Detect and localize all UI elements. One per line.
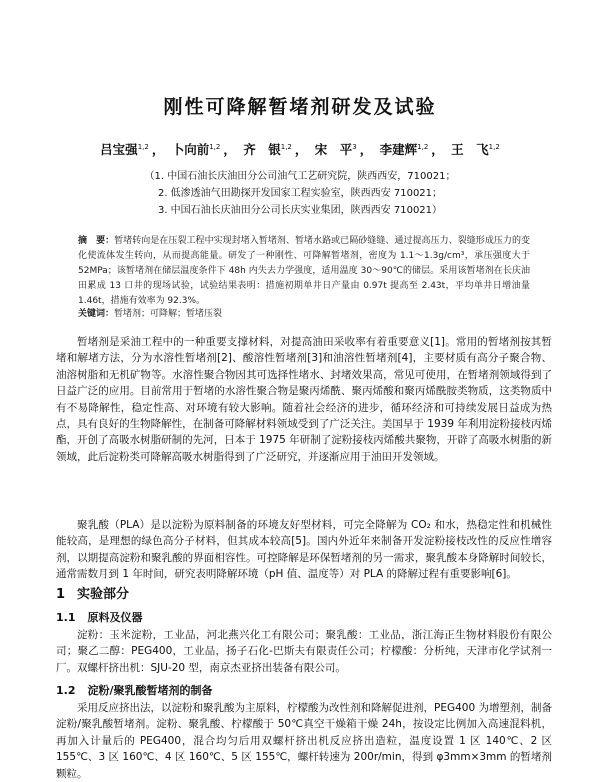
body-paragraph: 暂堵剂是采油工程中的一种重要支撑材料，对提高油田采收率有着重要意义[1]。常用的暂堵剂按其暂堵和解堵方法，分为水溶性暂堵剂[2]、酸溶性暂堵剂[3]和油溶性暂堵剂[4]，主要材质有高分子聚合物、油溶树脂和无机矿物等。水溶性聚合物因其可选择性堵水、封堵效果高，常见可使用，在暂堵剂领域得到了日益广泛的应用。目前常用于暂堵的水溶性聚合物是聚丙烯酰、聚丙烯酸和聚丙烯酰胺类物质，这类物质中有不易降解性，稳定性高、对环境有较大影响。随着社会经济的进步，循环经济和可持续发展日益成为热点，具有良好的生物降解性，在制备可降解材料领域受到了广泛关注。美国早于 1939 年利用淀粉接枝丙烯酯，开创了高吸水树脂研制的先河，日本于 1975 年研制了淀粉接枝丙烯酸共聚物，开辟了高吸水树脂的新领域，此后淀粉类可降解高吸水树脂得到了广泛研究，并逐渐应用于油田开发领域。 xyxy=(56,336,552,463)
abstract-text: 暂堵转向是在压裂工程中实现封堵入暂堵剂、暂堵水路或已隔砂缝缝、通过提高压力、裂缝形成压力的变化使流体发生转向，从而提高能量。研发了一种刚性、可降解暂堵剂，密度为 1.1～1.3g/cm³，承压强度大于 52MPa；该暂堵剂在储层温度条件下 48h 内失去力学强度，适用温度 30～90℃的储层。采用该暂堵剂在长庆油田累成 13 口井的现场试验，试验结果表明：措施初期单井日产量由 0.97t 提高至 2.43t，平均单井日增油量 1.46t，措施有效率为 92.3%。 xyxy=(78,236,530,306)
subsection-heading: 1.1 原料及仪器 xyxy=(56,611,143,624)
keywords-text: 暂堵剂；可降解；暂堵压裂 xyxy=(114,309,223,319)
affiliation: 2. 低渗透油气田勘探开发国家工程实验室，陕西西安 710021； xyxy=(157,188,443,199)
author-list: 吕宝强$^{1,2}$ ， 卜向前$^{1,2}$ ， 齐 银$^{1,2}$ ， 宋 平$^3$ ， 李建辉$^{1,2}$ ， 王 飞$^{1,2}$ xyxy=(100,142,500,157)
abstract xyxy=(78,234,530,309)
keywords xyxy=(78,306,530,319)
author: 齐 银$^{1,2}$ xyxy=(243,142,292,157)
affiliation: 3. 中国石油长庆油田分公司长庆实业集团，陕西西安 710021） xyxy=(157,205,443,216)
body-paragraph: 聚乳酸（PLA）是以淀粉为原料制备的环境友好型材料，可完全降解为 CO₂ 和水，热稳定性和机械性能较高，是理想的绿色高分子材料，但其成本较高[5]。国内外近年来制备开发淀粉接枝改性的反应性增容剂，以期提高淀粉和聚乳酸的界面相容性。可控降解是环保暂堵剂的另一需求，聚乳酸本身降解时间较长，通常需数月到 1 年时间，研究表明降解环境（pH 值、温度等）对 PLA 的降解过程有重要影响[6]。 xyxy=(56,519,552,581)
author: 王 飞$^{1,2}$ xyxy=(451,142,500,157)
paper-title: 刚性可降解暂堵剂研发及试验 xyxy=(163,96,437,118)
body-paragraph: 淀粉：玉米淀粉，工业品，河北燕兴化工有限公司；聚乳酸：工业品，浙江海正生物材料股份有限公司；聚乙二醇：PEG400，工业品，扬子石化-巴斯夫有限责任公司；柠檬酸：分析纯，天津市化学试剂一厂。双螺杆挤出机：SJU-20 型，南京杰亚挤出装备有限公司。 xyxy=(56,629,552,674)
keywords-label: 关键词： xyxy=(78,309,115,319)
abstract-label: 摘 要： xyxy=(78,236,115,246)
affiliation: （1. 中国石油长庆油田分公司油气工艺研究院，陕西西安，710021； xyxy=(144,171,456,182)
author: 李建辉$^{1,2}$ xyxy=(379,142,429,157)
subsection-heading: 1.2 淀粉/聚乳酸暂堵剂的制备 xyxy=(56,684,213,697)
body-paragraph: 采用反应挤出法，以淀粉和聚乳酸为主原料，柠檬酸为改性剂和降解促进剂，PEG400 为增塑剂，制备淀粉/聚乳酸暂堵剂。淀粉、聚乳酸、柠檬酸于 50℃真空干燥箱干燥 24h，按设定比例加入高速混料机，再加入计量后的 PEG400，混合均匀后用双螺杆挤出机反应挤出造粒，温度设置 1 区 140℃、2 区 155℃、3 区 160℃、4 区 160℃、5 区 155℃，螺杆转速为 200r/min，得到 φ3mm×3mm 的暂堵剂颗粒。 xyxy=(56,702,552,780)
author: 宋 平$^3$ xyxy=(314,142,357,157)
author: 吕宝强$^{1,2}$ xyxy=(100,142,149,157)
author: 卜向前$^{1,2}$ xyxy=(171,142,221,157)
section-heading: 1 实验部分 xyxy=(56,587,130,602)
